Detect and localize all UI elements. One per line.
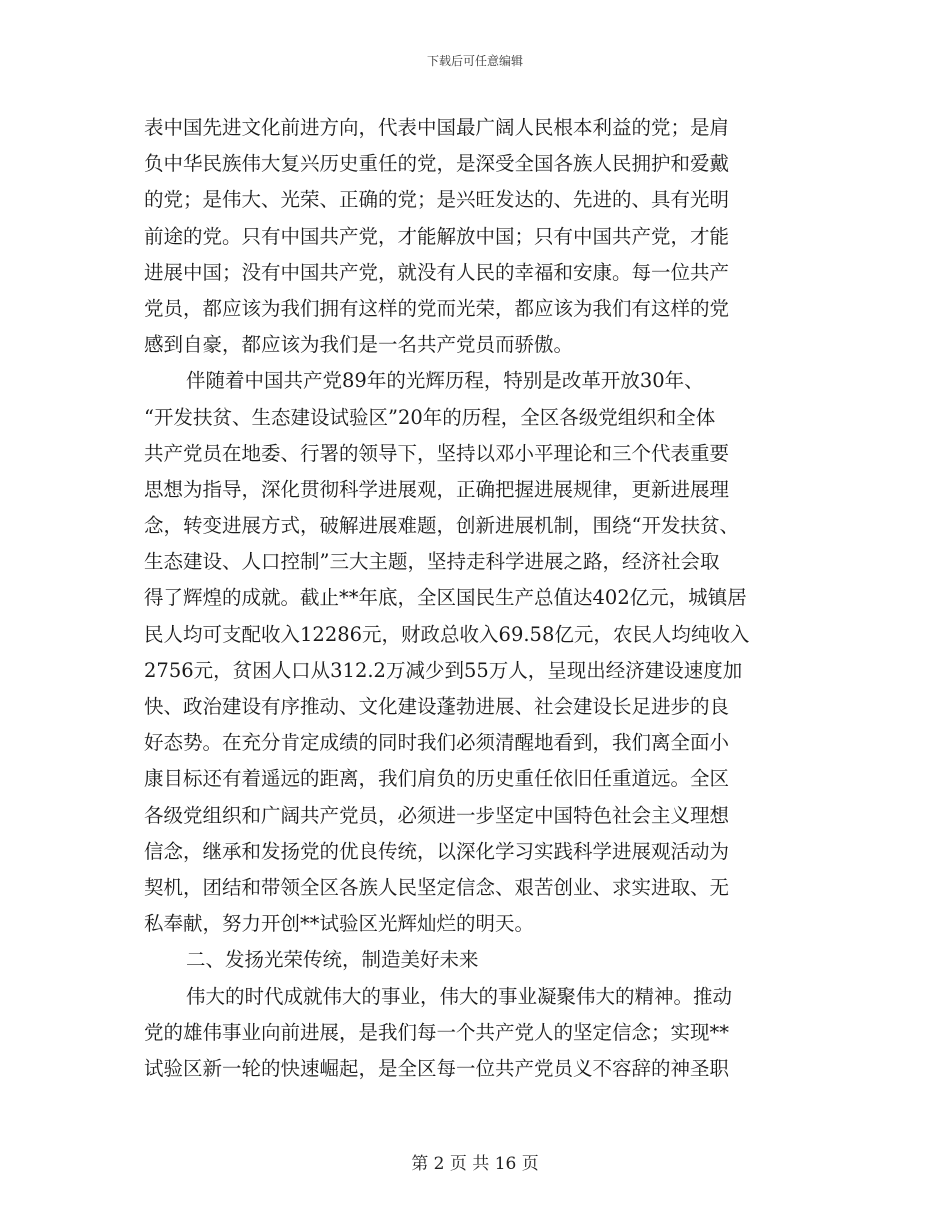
text-line: 信念，继承和发扬党的优良传统，以深化学习实践科学进展观活动为 <box>144 839 730 863</box>
text-line: 2756元，贫困人口从312.2万减少到55万人，呈现出经济建设速度加 <box>144 658 743 682</box>
text-line: 民人均可支配收入12286元，财政总收入69.58亿元，农民人均纯收入 <box>144 622 750 646</box>
page-header: 下载后可任意编辑 <box>426 54 523 68</box>
text-line: 快、政治建设有序推动、文化建设蓬勃进展、社会建设长足进步的良 <box>144 695 730 718</box>
text-line: 共产党员在地委、行署的领导下，坚持以邓小平理论和三个代表重要 <box>144 441 730 465</box>
text-line: 各级党组织和广阔共产党员，必须进一步坚定中国特色社会主义理想 <box>144 803 730 827</box>
document-body <box>144 110 804 1087</box>
text-line: 负中华民族伟大复兴历史重任的党，是深受全国各族人民拥护和爱戴 <box>144 152 730 176</box>
text-line: 前途的党。只有中国共产党，才能解放中国；只有中国共产党，才能 <box>144 224 730 248</box>
text-line: 好态势。在充分肯定成绩的同时我们必须清醒地看到，我们离全面小 <box>144 731 730 755</box>
text-line: 私奉献，努力开创**试验区光辉灿烂的明天。 <box>144 912 535 936</box>
text-line: 表中国先进文化前进方向，代表中国最广阔人民根本利益的党；是肩 <box>144 116 730 139</box>
section-heading: 二、发扬光荣传统，制造美好未来 <box>186 948 479 972</box>
text-line: 念，转变进展方式，破解进展难题，创新进展机制，围绕“开发扶贫、 <box>144 514 739 538</box>
text-line: “开发扶贫、生态建设试验区”20年的历程，全区各级党组织和全体 <box>144 405 716 429</box>
text-line: 党的雄伟事业向前进展，是我们每一个共产党人的坚定信念；实现** <box>144 1020 730 1044</box>
text-line: 生态建设、人口控制”三大主题，坚持走科学进展之路，经济社会取 <box>144 550 720 574</box>
text-line: 得了辉煌的成就。截止**年底，全区国民生产总值达402亿元，城镇居 <box>144 586 747 610</box>
text-line: 进展中国；没有中国共产党，就没有人民的幸福和安康。每一位共产 <box>144 260 730 284</box>
text-line: 感到自豪，都应该为我们是一名共产党员而骄傲。 <box>144 333 574 357</box>
text-line: 契机，团结和带领全区各族人民坚定信念、艰苦创业、求实进取、无 <box>144 875 730 899</box>
text-line: 的党；是伟大、光荣、正确的党；是兴旺发达的、先进的、具有光明 <box>144 188 730 212</box>
paragraph-start-line: 伴随着中国共产党89年的光辉历程，特别是改革开放30年、 <box>186 369 704 393</box>
page-number: 第 2 页 共 16 页 <box>411 1154 539 1174</box>
text-line: 康目标还有着遥远的距离，我们肩负的历史重任依旧任重道远。全区 <box>144 767 730 791</box>
text-line: 思想为指导，深化贯彻科学进展观，正确把握进展规律，更新进展理 <box>144 477 730 501</box>
paragraph-start-line: 伟大的时代成就伟大的事业，伟大的事业凝聚伟大的精神。推动 <box>186 984 733 1008</box>
text-line: 试验区新一轮的快速崛起，是全区每一位共产党员义不容辞的神圣职 <box>144 1056 730 1080</box>
text-line: 党员，都应该为我们拥有这样的党而光荣，都应该为我们有这样的党 <box>144 296 730 320</box>
